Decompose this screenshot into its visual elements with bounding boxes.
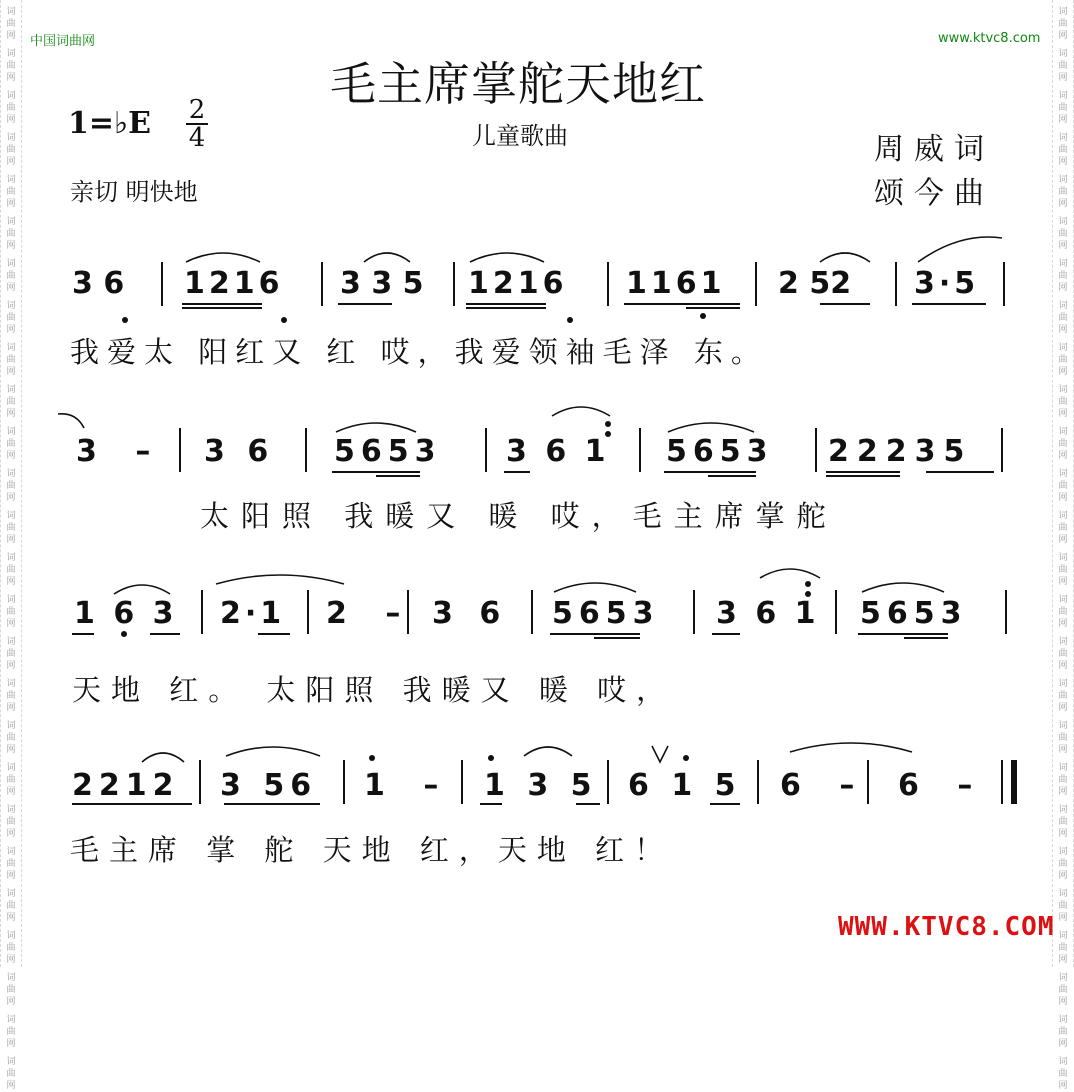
composer-credit: 颂今曲 <box>874 176 994 211</box>
octave-dot <box>567 317 573 323</box>
side-watermark-char: 词 <box>6 217 16 227</box>
side-watermark-char: 网 <box>1058 1081 1068 1091</box>
side-watermark-char: 曲 <box>1058 313 1068 323</box>
slur <box>760 569 820 578</box>
side-watermark-char: 词 <box>1058 637 1068 647</box>
side-watermark-char: 网 <box>1058 199 1068 209</box>
side-watermark-char: 网 <box>1058 451 1068 461</box>
side-watermark-char: 网 <box>1058 745 1068 755</box>
side-watermark-char: 词 <box>1058 805 1068 815</box>
side-watermark-char: 词 <box>6 637 16 647</box>
side-watermark-group <box>1053 972 1073 1008</box>
side-watermark-char: 词 <box>6 133 16 143</box>
measure-s1-m6: 3·5 <box>914 266 980 301</box>
slur <box>142 753 184 762</box>
slur <box>524 747 572 756</box>
side-watermark-char: 词 <box>1058 763 1068 773</box>
measure-s3-m2: 2 – <box>326 596 415 631</box>
side-watermark-char: 曲 <box>1058 439 1068 449</box>
side-watermark-char: 网 <box>1058 1039 1068 1049</box>
side-watermark-char: 词 <box>6 511 16 521</box>
side-watermark-char: 曲 <box>6 523 16 533</box>
side-watermark-char: 曲 <box>6 733 16 743</box>
side-watermark-char: 网 <box>6 787 16 797</box>
side-watermark-char: 词 <box>1058 721 1068 731</box>
octave-dot <box>369 755 375 761</box>
measure-s1-m2: 3 3 5 <box>340 266 424 301</box>
side-watermark-char: 网 <box>6 157 16 167</box>
side-watermark-char: 网 <box>6 619 16 629</box>
side-watermark-char: 网 <box>1058 661 1068 671</box>
side-watermark-char: 网 <box>1058 409 1068 419</box>
tie <box>58 414 84 428</box>
side-watermark-char: 曲 <box>6 355 16 365</box>
lyrics-line-2: 太阳照 我暖又 暖 哎，毛主席掌舵 <box>200 499 838 533</box>
side-watermark-group <box>1 1056 21 1092</box>
octave-dot <box>281 317 287 323</box>
measure-s4-m3: 1 3 5 <box>484 768 598 803</box>
side-watermark-char: 词 <box>1058 847 1068 857</box>
side-watermark-char: 网 <box>6 703 16 713</box>
side-watermark-char: 曲 <box>1058 523 1068 533</box>
side-watermark-char: 词 <box>6 91 16 101</box>
side-watermark-char: 曲 <box>1058 103 1068 113</box>
side-watermark-char: 词 <box>6 931 16 941</box>
measure-s1-m1: 1216 <box>184 266 284 301</box>
side-watermark-char: 网 <box>1058 325 1068 335</box>
side-watermark-char: 曲 <box>6 19 16 29</box>
slur <box>668 423 754 432</box>
slur <box>114 585 170 594</box>
side-watermark-char: 网 <box>6 451 16 461</box>
side-watermark-char: 词 <box>1058 91 1068 101</box>
side-watermark-group <box>1 1014 21 1050</box>
side-watermark-group <box>1053 1014 1073 1050</box>
side-watermark-char: 词 <box>6 553 16 563</box>
side-watermark-char: 词 <box>6 49 16 59</box>
side-watermark-char: 网 <box>1058 493 1068 503</box>
measure-s2-m5: 22235 <box>828 434 973 469</box>
side-watermark-char: 词 <box>6 847 16 857</box>
side-watermark-char: 词 <box>6 259 16 269</box>
side-watermark-char: 网 <box>6 199 16 209</box>
side-watermark-char: 词 <box>6 7 16 17</box>
measure-s1-m0: 3 6 <box>72 266 125 301</box>
side-watermark-char: 曲 <box>1058 145 1068 155</box>
measure-s2-m2: 5653 <box>334 434 442 469</box>
slur <box>216 575 344 584</box>
side-watermark-char: 词 <box>1058 7 1068 17</box>
slur <box>918 237 1002 262</box>
side-watermark-char: 曲 <box>6 229 16 239</box>
watermark-url: WWW.KTVC8.COM <box>838 912 1055 942</box>
side-watermark-char: 词 <box>1058 1015 1068 1025</box>
slur <box>470 253 544 262</box>
side-watermark-char: 词 <box>1058 469 1068 479</box>
side-watermark-char: 曲 <box>1058 19 1068 29</box>
side-watermark-char: 曲 <box>1058 649 1068 659</box>
song-title: 毛主席掌舵天地红 <box>330 57 706 111</box>
side-watermark-char: 网 <box>6 997 16 1007</box>
time-signature-bottom: 4 <box>188 123 206 153</box>
measure-s1-m5: 2 52 <box>778 266 852 301</box>
octave-dot <box>605 421 611 427</box>
side-watermark-char: 网 <box>1058 619 1068 629</box>
side-watermark-char: 网 <box>6 325 16 335</box>
octave-dot <box>805 581 811 587</box>
side-watermark-char: 曲 <box>6 817 16 827</box>
side-watermark-char: 词 <box>6 301 16 311</box>
side-watermark-char: 网 <box>6 283 16 293</box>
side-watermark-char: 曲 <box>6 901 16 911</box>
side-watermark-char: 曲 <box>1058 397 1068 407</box>
side-watermark-char: 曲 <box>1058 691 1068 701</box>
lyrics-line-1: 我爱太 阳红又 红 哎，我爱领袖毛泽 东。 <box>70 335 768 369</box>
song-subtitle: 儿童歌曲 <box>472 122 568 150</box>
breath-mark <box>652 746 668 762</box>
side-watermark-char: 词 <box>6 721 16 731</box>
side-watermark-char: 网 <box>1058 283 1068 293</box>
side-watermark-char: 词 <box>1058 973 1068 983</box>
side-watermark-char: 曲 <box>1058 271 1068 281</box>
side-watermark-char: 曲 <box>6 943 16 953</box>
side-watermark-char: 曲 <box>6 649 16 659</box>
side-watermark-char: 网 <box>6 493 16 503</box>
side-watermark-char: 曲 <box>1058 187 1068 197</box>
side-watermark-char: 词 <box>6 469 16 479</box>
side-watermark-char: 网 <box>6 409 16 419</box>
side-watermark-char: 词 <box>1058 511 1068 521</box>
measure-s3-m0: 1 6 3 <box>74 596 178 631</box>
side-watermark-char: 词 <box>6 679 16 689</box>
side-watermark-char: 曲 <box>1058 61 1068 71</box>
key-signature: 1=♭E <box>68 106 152 141</box>
side-watermark-char: 曲 <box>1058 565 1068 575</box>
side-watermark-char: 网 <box>6 577 16 587</box>
side-watermark-char: 网 <box>1058 829 1068 839</box>
side-watermark-char: 网 <box>6 913 16 923</box>
side-watermark-char: 网 <box>1058 913 1068 923</box>
side-watermark-char: 网 <box>6 1081 16 1091</box>
side-watermark-char: 词 <box>1058 301 1068 311</box>
side-watermark-char: 词 <box>1058 133 1068 143</box>
side-watermark-char: 网 <box>6 73 16 83</box>
side-watermark-char: 词 <box>1058 343 1068 353</box>
side-watermark-char: 网 <box>1058 241 1068 251</box>
side-watermark-char: 曲 <box>1058 1027 1068 1037</box>
side-watermark-char: 词 <box>6 889 16 899</box>
octave-dot <box>122 317 128 323</box>
measure-s1-m4: 1161 <box>626 266 726 301</box>
side-watermark-char: 网 <box>6 661 16 671</box>
side-watermark-char: 曲 <box>1058 481 1068 491</box>
side-watermark-char: 词 <box>1058 595 1068 605</box>
side-watermark-char: 网 <box>1058 787 1068 797</box>
measure-s2-m3: 3 6 1 <box>506 434 610 469</box>
side-watermark-char: 网 <box>6 31 16 41</box>
side-watermark-char: 曲 <box>6 775 16 785</box>
side-watermark-char: 曲 <box>1058 733 1068 743</box>
slur <box>862 583 944 592</box>
measure-s4-m0: 2212 <box>72 768 180 803</box>
side-watermark-char: 曲 <box>6 145 16 155</box>
side-watermark-char: 词 <box>1058 217 1068 227</box>
side-watermark-char: 曲 <box>1058 1069 1068 1079</box>
side-watermark-char: 网 <box>1058 535 1068 545</box>
slur <box>554 583 636 592</box>
side-watermark-char: 网 <box>6 745 16 755</box>
slur <box>226 747 320 756</box>
measure-s4-m5: 6 – <box>780 768 869 803</box>
side-watermark-char: 曲 <box>1058 901 1068 911</box>
octave-dot <box>121 631 127 637</box>
side-watermark-char: 曲 <box>1058 859 1068 869</box>
side-watermark-group <box>1 972 21 1008</box>
measure-s3-m4: 5653 <box>552 596 660 631</box>
lyrics-line-3: 天地 红。 太阳照 我暖又 暖 哎， <box>72 673 676 707</box>
side-watermark-char: 曲 <box>6 187 16 197</box>
side-watermark-char: 网 <box>6 535 16 545</box>
measure-s4-m6: 6 – <box>898 768 987 803</box>
lyricist-credit: 周威词 <box>874 132 994 167</box>
measure-s4-m2: 1 – <box>364 768 453 803</box>
slur <box>790 743 912 752</box>
side-watermark-char: 词 <box>6 1015 16 1025</box>
measure-s1-m3: 1216 <box>468 266 568 301</box>
measure-s3-m5: 3 6 1 <box>716 596 820 631</box>
side-watermark-char: 网 <box>1058 703 1068 713</box>
side-watermark-char: 曲 <box>6 439 16 449</box>
side-watermark-char: 曲 <box>6 397 16 407</box>
slur <box>820 253 870 262</box>
side-watermark-char: 网 <box>6 367 16 377</box>
side-watermark-char: 曲 <box>1058 985 1068 995</box>
side-watermark-char: 曲 <box>1058 607 1068 617</box>
side-watermark-char: 网 <box>1058 871 1068 881</box>
side-watermark-char: 网 <box>1058 157 1068 167</box>
side-watermark-char: 网 <box>1058 955 1068 965</box>
side-watermark-char: 曲 <box>6 103 16 113</box>
octave-dot <box>488 755 494 761</box>
side-watermark-char: 词 <box>1058 889 1068 899</box>
side-watermark-char: 网 <box>6 115 16 125</box>
octave-dot <box>683 755 689 761</box>
side-watermark-char: 曲 <box>6 607 16 617</box>
octave-dot <box>700 313 706 319</box>
side-watermark-char: 曲 <box>1058 355 1068 365</box>
side-watermark-char: 词 <box>6 427 16 437</box>
side-watermark-char: 词 <box>6 805 16 815</box>
side-watermark-char: 词 <box>6 763 16 773</box>
slur <box>186 253 260 262</box>
measure-s3-m3: 3 6 <box>432 596 509 631</box>
side-watermark-char: 网 <box>1058 115 1068 125</box>
side-watermark-char: 曲 <box>1058 817 1068 827</box>
side-watermark-char: 词 <box>6 595 16 605</box>
side-watermark-char: 词 <box>1058 175 1068 185</box>
side-watermark-char: 网 <box>1058 367 1068 377</box>
slur <box>336 423 416 432</box>
side-watermark-char: 词 <box>1058 1057 1068 1067</box>
side-watermark-char: 网 <box>1058 577 1068 587</box>
side-watermark-char: 词 <box>6 343 16 353</box>
site-name-left[interactable]: 中国词曲网 <box>30 34 96 49</box>
side-watermark-group <box>1053 1056 1073 1092</box>
side-watermark-char: 曲 <box>6 691 16 701</box>
side-watermark-char: 词 <box>1058 427 1068 437</box>
measure-s2-m0: 3 – <box>76 434 165 469</box>
measure-s3-m6: 5653 <box>860 596 968 631</box>
side-watermark-char: 曲 <box>1058 229 1068 239</box>
measure-s2-m4: 5653 <box>666 434 774 469</box>
measure-s3-m1: 2·1 <box>220 596 286 631</box>
side-watermark-char: 词 <box>6 175 16 185</box>
side-watermark-char: 曲 <box>6 1027 16 1037</box>
tempo-marking: 亲切 明快地 <box>70 178 198 206</box>
side-watermark-char: 网 <box>6 955 16 965</box>
side-watermark-char: 词 <box>1058 385 1068 395</box>
side-watermark-char: 词 <box>1058 49 1068 59</box>
side-watermark-char: 曲 <box>6 271 16 281</box>
side-watermark-char: 词 <box>6 973 16 983</box>
side-watermark-char: 词 <box>1058 931 1068 941</box>
side-watermark-char: 曲 <box>1058 943 1068 953</box>
side-watermark-char: 曲 <box>6 481 16 491</box>
slur <box>552 407 610 416</box>
side-watermark-char: 词 <box>1058 259 1068 269</box>
side-watermark-char: 曲 <box>6 61 16 71</box>
measure-s4-m1: 3 56 <box>220 768 318 803</box>
side-watermark-char: 网 <box>6 829 16 839</box>
slur <box>364 253 410 262</box>
side-watermark-char: 曲 <box>6 565 16 575</box>
side-watermark-char: 曲 <box>6 859 16 869</box>
side-watermark-char: 词 <box>1058 679 1068 689</box>
side-watermark-char: 词 <box>6 1057 16 1067</box>
measure-s4-m4: 6 1 5 <box>628 768 742 803</box>
site-url-right[interactable]: www.ktvc8.com <box>938 31 1041 46</box>
measure-s2-m1: 3 6 <box>204 434 275 469</box>
side-watermark-char: 曲 <box>6 985 16 995</box>
side-watermark-char: 网 <box>1058 31 1068 41</box>
side-watermark-char: 网 <box>6 241 16 251</box>
side-watermark-char: 网 <box>6 1039 16 1049</box>
side-watermark-char: 网 <box>1058 997 1068 1007</box>
time-signature-top: 2 <box>188 95 206 125</box>
side-watermark-char: 词 <box>6 385 16 395</box>
side-watermark-char: 网 <box>1058 73 1068 83</box>
side-watermark-char: 曲 <box>1058 775 1068 785</box>
side-watermark-char: 曲 <box>6 1069 16 1079</box>
side-watermark-char: 网 <box>6 871 16 881</box>
side-watermark-char: 曲 <box>6 313 16 323</box>
lyrics-line-4: 毛主席 掌 舵 天地 红，天地 红！ <box>70 833 674 867</box>
side-watermark-char: 词 <box>1058 553 1068 563</box>
